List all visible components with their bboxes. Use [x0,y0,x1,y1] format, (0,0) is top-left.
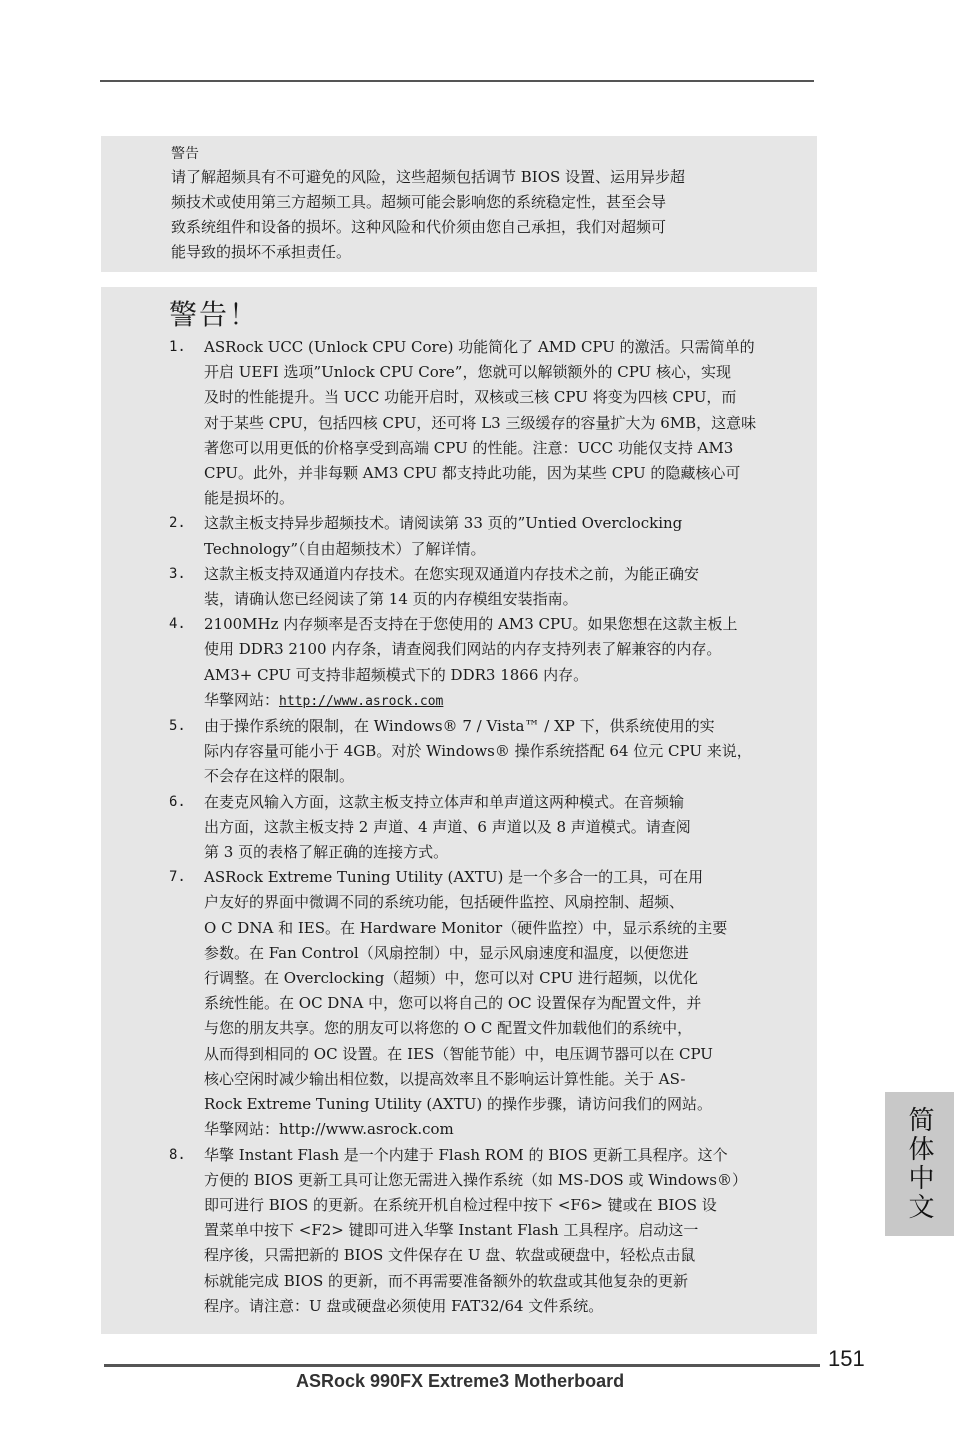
warning-item-line: 2100MHz 内存频率是否支持在于您使用的 AM3 CPU。如果您想在这款主板上 [204,615,738,634]
warning-item [169,511,769,561]
bottom-rule [104,1364,820,1367]
warning-item [169,790,769,866]
website-link[interactable]: http://www.asrock.com [279,693,444,709]
warning-item-line: AM3+ CPU 可支持非超频模式下的 DDR3 1866 内存。 [204,665,589,684]
caution-title: 警告 [171,146,199,162]
warning-heading: 警告！ [169,298,260,331]
warning-item-line: Rock Extreme Tuning Utility (AXTU) 的操作步骤，请访问我们的网站。 [204,1095,713,1114]
warning-item-number: 2. [169,515,186,532]
warning-item-number: 8. [169,1146,186,1163]
warning-item-line: CPU。此外，并非每颗 AM3 CPU 都支持此功能，因为某些 CPU 的隐藏核心可 [204,464,741,483]
warning-item-line: Technology”（自由超频技术）了解详情。 [204,539,486,558]
warning-item-line: 对于某些 CPU，包括四核 CPU，还可将 L3 三级缓存的容量扩大为 6MB，这意味 [204,413,757,432]
warning-item-line: 及时的性能提升。当 UCC 功能开启时，双核或三核 CPU 将变为四核 CPU，而 [204,388,737,407]
warning-item-line: 从而得到相同的 OC 设置。在 IES（智能节能）中，电压调节器可以在 CPU [204,1044,713,1063]
warning-item-line: 方便的 BIOS 更新工具可让您无需进入操作系统（如 MS-DOS 或 Windows®） [204,1170,747,1189]
caution-text [171,165,761,265]
warning-list [169,335,769,1319]
warning-item-line: 即可进行 BIOS 的更新。在系统开机自检过程中按下 <F6> 键或在 BIOS 设 [204,1195,717,1214]
warning-item-line: 这款主板支持异步超频技术。请阅读第 33 页的”Untied Overclocking [204,514,683,533]
caution-line: 频技术或使用第三方超频工具。超频可能会影响您的系统稳定性，甚至会导 [171,193,667,211]
warning-item-line: ASRock Extreme Tuning Utility (AXTU) 是一个多合一的工具，可在用 [204,868,704,887]
warning-item-number: 1. [169,339,186,355]
warning-item-line: 参数。在 Fan Control（风扇控制）中，显示风扇速度和温度，以便您进 [204,943,689,962]
warning-item-line: 华擎 Instant Flash 是一个内建于 Flash ROM 的 BIOS 更新工具程序。这个 [204,1145,728,1164]
caution-line: 能导致的损坏不承担责任。 [171,243,352,261]
warning-item-number: 4. [169,616,186,633]
website-label: 华擎网站： [204,690,280,709]
warning-item-line: O C DNA 和 IES。在 Hardware Monitor（硬件监控）中，显示系统的主要 [204,918,728,937]
warning-item-line: 程序後，只需把新的 BIOS 文件保存在 U 盘、软盘或硬盘中，轻松点击鼠 [204,1246,696,1265]
warning-item-line: ASRock UCC (Unlock CPU Core) 功能简化了 AMD CPU 的激活。只需简单的 [204,338,755,356]
language-tab-label: 简体中文 [904,1106,934,1222]
warning-item-number: 6. [169,793,186,810]
warning-item-line: 华擎网站：http://www.asrock.com [204,1120,454,1139]
warning-item-line: 著您可以用更低的价格享受到高端 CPU 的性能。注意：UCC 功能仅支持 AM3 [204,438,734,457]
footer-title: ASRock 990FX Extreme3 Motherboard [296,1371,625,1391]
warning-item-line: 系统性能。在 OC DNA 中，您可以将自己的 OC 设置保存为配置文件，并 [204,994,702,1013]
warning-item-line: 使用 DDR3 2100 内存条，请查阅我们网站的内存支持列表了解兼容的内存。 [204,640,722,659]
warning-box [101,287,817,1334]
warning-item-line: 标就能完成 BIOS 的更新，而不再需要准备额外的软盘或其他复杂的更新 [204,1271,689,1290]
warning-item [169,1143,769,1319]
warning-item-number: 5. [169,718,186,735]
warning-item-line: 在麦克风输入方面，这款主板支持立体声和单声道这两种模式。在音频输 [204,792,685,811]
warning-item-line: 开启 UEFI 选项”Unlock CPU Core”，您就可以解锁额外的 CPU 核心，实现 [204,363,731,382]
warning-item [169,562,769,612]
warning-item-line: 这款主板支持双通道内存技术。在您实现双通道内存技术之前，为能正确安 [204,564,700,583]
caution-line: 致系统组件和设备的损坏。这种风险和代价须由您自己承担，我们对超频可 [171,218,667,236]
caution-line: 请了解超频具有不可避免的风险，这些超频包括调节 BIOS 设置、运用异步超 [171,168,686,186]
website-row [204,688,769,714]
warning-item-line: 第 3 页的表格了解正确的连接方式。 [204,843,449,862]
warning-item-line: 行调整。在 Overclocking（超频）中，您可以对 CPU 进行超频，以优化 [204,969,698,988]
warning-item-line: 能是损坏的。 [204,489,295,508]
top-rule [100,80,814,82]
warning-item [169,612,769,714]
warning-item-line: 置菜单中按下 <F2> 键即可进入华擎 Instant Flash 工具程序。启动这一 [204,1221,699,1240]
caution-box [101,136,817,272]
warning-item [169,865,769,1142]
warning-item-line: 不会存在这样的限制。 [204,767,355,786]
warning-item-number: 3. [169,565,186,582]
warning-item-line: 由于操作系统的限制，在 Windows® 7 / Vista™ / XP 下，供系统使用的实 [204,717,715,736]
warning-item [169,714,769,790]
language-tab [885,1092,954,1236]
warning-item-line: 户友好的界面中微调不同的系统功能，包括硬件监控、风扇控制、超频、 [204,893,685,912]
warning-item-line: 际内存容量可能小于 4GB。对於 Windows® 操作系统搭配 64 位元 CPU 来说， [204,742,752,761]
warning-item-line: 程序。请注意：U 盘或硬盘必须使用 FAT32/64 文件系统。 [204,1296,604,1315]
warning-item-line: 与您的朋友共享。您的朋友可以将您的 O C 配置文件加载他们的系统中， [204,1019,693,1038]
warning-item-line: 核心空闲时减少输出相位数，以提高效率且不影响运计算性能。关于 AS- [204,1069,686,1088]
warning-item [169,335,769,511]
page-number: 151 [828,1346,865,1371]
warning-item-number: 7. [169,869,186,886]
warning-item-line: 出方面，这款主板支持 2 声道、4 声道、6 声道以及 8 声道模式。请查阅 [204,817,691,836]
warning-item-line: 装，请确认您已经阅读了第 14 页的内存模组安装指南。 [204,590,578,609]
